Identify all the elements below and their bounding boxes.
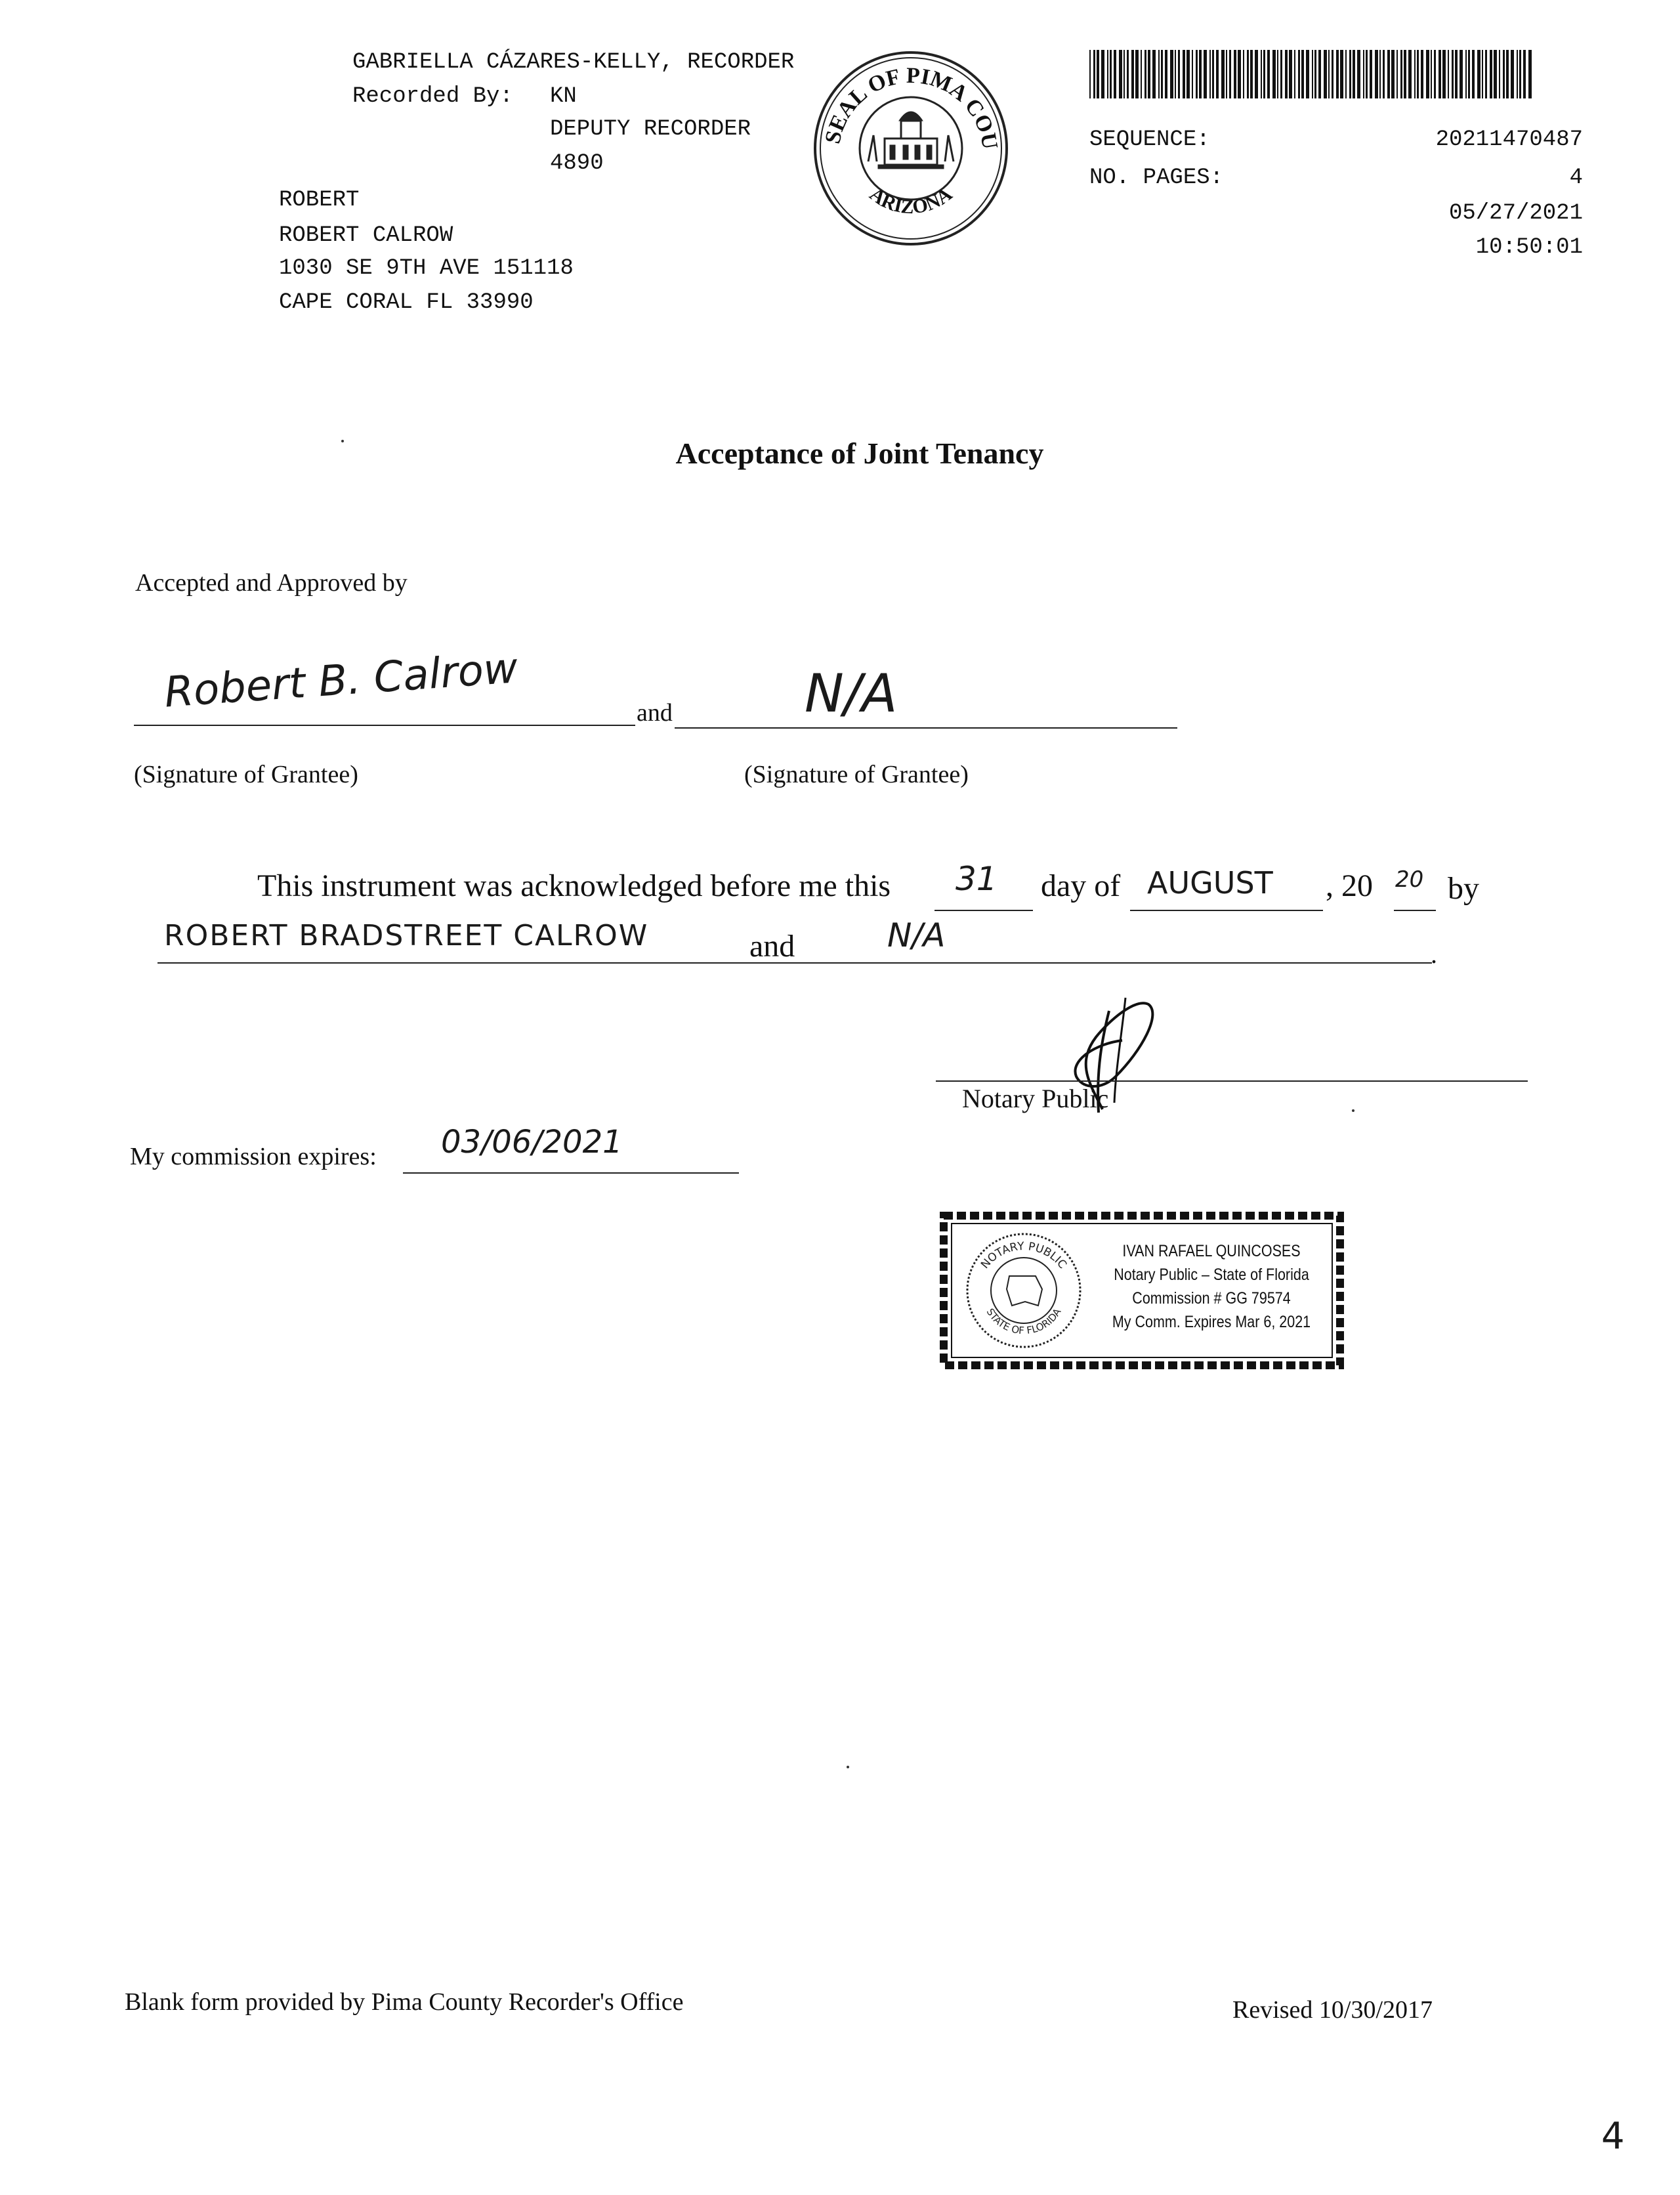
barcode-bar: [1426, 50, 1429, 98]
barcode-bar: [1396, 50, 1398, 98]
barcode-bar: [1455, 50, 1458, 98]
barcode-bar: [1247, 50, 1249, 98]
barcode-bar: [1199, 50, 1202, 98]
notary-stamp: [940, 1212, 1344, 1369]
barcode-bar: [1499, 50, 1500, 98]
barcode-bar: [1272, 50, 1276, 98]
address-line: ROBERT CALROW: [279, 223, 453, 248]
page-mark: 4: [1601, 2115, 1625, 2158]
year-line: [1394, 910, 1436, 911]
barcode-bar: [1306, 50, 1309, 98]
day-line: [934, 910, 1033, 911]
barcode-bar: [1400, 50, 1402, 98]
barcode-bar: [1161, 50, 1163, 98]
barcode-bar: [1438, 50, 1441, 98]
deputy-number: 4890: [550, 151, 604, 176]
commission-value: 03/06/2021: [441, 1124, 623, 1161]
grantee2-signature: N/A: [805, 663, 898, 724]
barcode-bar: [1379, 50, 1381, 98]
barcode-bar: [1383, 50, 1385, 98]
barcode-bar: [1431, 50, 1432, 98]
document-title: Acceptance of Joint Tenancy: [675, 437, 1044, 470]
and-label: and: [637, 699, 673, 727]
barcode-bar: [1448, 50, 1449, 98]
barcode-bar: [1523, 50, 1526, 98]
barcode-bar: [1141, 50, 1142, 98]
barcode-bar: [1216, 50, 1219, 98]
barcode-bar: [1196, 50, 1198, 98]
barcode-bar: [1340, 50, 1343, 98]
barcode-bar: [1261, 50, 1262, 98]
barcode-bar: [1144, 50, 1146, 98]
barcode-bar: [1277, 50, 1278, 98]
year-prefix: , 20: [1326, 868, 1373, 903]
footer-right: Revised 10/30/2017: [1232, 1996, 1433, 2024]
month-value: AUGUST: [1147, 865, 1273, 901]
stamp-seal-top: NOTARY PUBLIC: [978, 1239, 1070, 1271]
barcode-bar: [1314, 50, 1316, 98]
day-of-label: day of: [1041, 868, 1121, 903]
address-line: 1030 SE 9TH AVE 151118: [279, 256, 574, 281]
svg-text:STATE OF FLORIDA: [984, 1306, 1064, 1337]
barcode-bar: [1328, 50, 1330, 98]
barcode-bar: [1375, 50, 1378, 98]
barcode-bar: [1301, 50, 1304, 98]
barcode-bar: [1494, 50, 1497, 98]
grantee2-caption: (Signature of Grantee): [744, 761, 969, 788]
barcode-bar: [1485, 50, 1487, 98]
grantee1-signature: Robert B. Calrow: [163, 644, 520, 717]
barcode-bar: [1209, 50, 1211, 98]
barcode-bar: [1234, 50, 1236, 98]
barcode-bar: [1152, 50, 1156, 98]
stamp-line-4: My Comm. Expires Mar 6, 2021: [1112, 1313, 1311, 1331]
barcode-bar: [1170, 50, 1173, 98]
acknowledged-names-line: [158, 962, 1432, 964]
barcode-bar: [1183, 50, 1185, 98]
commission-line: [403, 1172, 739, 1174]
barcode-bar: [1366, 50, 1368, 98]
barcode-bar: [1093, 50, 1095, 98]
barcode-bar: [1192, 50, 1193, 98]
month-line: [1130, 910, 1323, 911]
barcode-bar: [1250, 50, 1253, 98]
barcode-bar: [1519, 50, 1521, 98]
barcode-bar: [1421, 50, 1423, 98]
barcode-bar: [1336, 50, 1339, 98]
stamp-notary-name: IVAN RAFAEL QUINCOSES: [1122, 1242, 1301, 1260]
barcode-bar: [1089, 50, 1091, 98]
barcode-bar: [1212, 50, 1214, 98]
pages-value: 4: [1569, 165, 1583, 190]
barcode-bar: [1511, 50, 1514, 98]
barcode: [1089, 50, 1536, 98]
barcode-bar: [1226, 50, 1227, 98]
barcode-bar: [1517, 50, 1518, 98]
barcode-bar: [1387, 50, 1390, 98]
sequence-label: SEQUENCE:: [1089, 127, 1210, 152]
scan-speck: [1352, 1109, 1354, 1112]
barcode-bar: [1482, 50, 1483, 98]
barcode-bar: [1101, 50, 1104, 98]
accepted-approved-label: Accepted and Approved by: [135, 569, 408, 597]
barcode-bar: [1417, 50, 1419, 98]
recorder-name: GABRIELLA CÁZARES-KELLY, RECORDER: [352, 50, 795, 75]
barcode-bar: [1131, 50, 1134, 98]
acknowledgment-and-label: and: [749, 929, 795, 964]
barcode-bar: [1280, 50, 1282, 98]
barcode-bar: [1349, 50, 1351, 98]
barcode-bar: [1357, 50, 1360, 98]
barcode-bar: [1318, 50, 1321, 98]
barcode-bar: [1285, 50, 1288, 98]
notary-signature-line: [936, 1080, 1528, 1082]
recorded-by-value: KN: [550, 84, 577, 109]
stamp-line-3: Commission # GG 79574: [1132, 1289, 1291, 1308]
pima-county-seal: [803, 31, 1009, 247]
barcode-bar: [1477, 50, 1480, 98]
commission-label: My commission expires:: [130, 1143, 377, 1170]
pages-label: NO. PAGES:: [1089, 165, 1224, 190]
barcode-bar: [1460, 50, 1463, 98]
barcode-bar: [1204, 50, 1207, 98]
stamp-seal-bottom: STATE OF FLORIDA: [984, 1306, 1064, 1337]
barcode-bar: [1298, 50, 1300, 98]
barcode-bar: [1324, 50, 1327, 98]
barcode-bar: [1452, 50, 1454, 98]
day-value: 31: [956, 860, 998, 898]
barcode-bar: [1312, 50, 1313, 98]
address-line: ROBERT: [279, 188, 360, 213]
year-value: 20: [1395, 866, 1424, 893]
barcode-bar: [1148, 50, 1150, 98]
seal-top-text: THE SEAL OF PIMA COUNTY: [803, 31, 1003, 152]
barcode-bar: [1178, 50, 1180, 98]
grantee1-signature-line: [134, 725, 635, 726]
seal-bottom-text: ARIZONA: [865, 182, 957, 219]
record-date: 05/27/2021: [1448, 201, 1583, 226]
barcode-bar: [1238, 50, 1241, 98]
grantee2-signature-line: [675, 727, 1177, 729]
barcode-bar: [1434, 50, 1436, 98]
record-time: 10:50:01: [1475, 235, 1583, 260]
barcode-bar: [1294, 50, 1295, 98]
barcode-bar: [1124, 50, 1125, 98]
barcode-bar: [1186, 50, 1190, 98]
barcode-bar: [1408, 50, 1412, 98]
barcode-bar: [1097, 50, 1099, 98]
scan-speck: [847, 1766, 849, 1768]
barcode-bar: [1229, 50, 1231, 98]
barcode-bar: [1221, 50, 1225, 98]
notary-public-label: Notary Public: [962, 1084, 1109, 1113]
barcode-bar: [1255, 50, 1258, 98]
acknowledged-name2: N/A: [887, 916, 946, 954]
barcode-bar: [1370, 50, 1372, 98]
barcode-bar: [1332, 50, 1334, 98]
stamp-line-2: Notary Public – State of Florida: [1114, 1266, 1309, 1284]
barcode-bar: [1404, 50, 1406, 98]
grantee1-caption: (Signature of Grantee): [134, 761, 358, 788]
barcode-bar: [1114, 50, 1116, 98]
barcode-bar: [1165, 50, 1167, 98]
recorded-by-label: Recorded By:: [352, 84, 513, 109]
barcode-bar: [1107, 50, 1108, 98]
barcode-bar: [1345, 50, 1347, 98]
barcode-bar: [1267, 50, 1270, 98]
barcode-bar: [1119, 50, 1122, 98]
acknowledged-name1: ROBERT BRADSTREET CALROW: [164, 919, 649, 952]
barcode-bar: [1490, 50, 1492, 98]
barcode-bar: [1289, 50, 1292, 98]
barcode-bar: [1468, 50, 1470, 98]
barcode-bar: [1528, 50, 1532, 98]
barcode-bar: [1158, 50, 1160, 98]
barcode-bar: [1506, 50, 1509, 98]
acknowledgment-text: This instrument was acknowledged before me this: [257, 868, 891, 903]
barcode-bar: [1465, 50, 1467, 98]
barcode-bar: [1127, 50, 1129, 98]
barcode-bar: [1472, 50, 1475, 98]
barcode-bar: [1243, 50, 1244, 98]
by-label: by: [1448, 871, 1479, 906]
barcode-bar: [1263, 50, 1265, 98]
deputy-title: DEPUTY RECORDER: [550, 117, 751, 142]
scan-speck: [341, 440, 344, 442]
sequence-value: 20211470487: [1435, 127, 1583, 152]
barcode-bar: [1503, 50, 1505, 98]
barcode-bar: [1175, 50, 1176, 98]
barcode-bar: [1391, 50, 1395, 98]
address-line: CAPE CORAL FL 33990: [279, 290, 534, 315]
barcode-bar: [1442, 50, 1446, 98]
barcode-bar: [1110, 50, 1112, 98]
barcode-bar: [1363, 50, 1364, 98]
barcode-bar: [1414, 50, 1416, 98]
barcode-bar: [1135, 50, 1139, 98]
acknowledgment-period: .: [1431, 939, 1437, 969]
florida-notary-seal-icon: [963, 1230, 1084, 1351]
footer-left: Blank form provided by Pima County Recorder's Office: [125, 1988, 684, 2016]
barcode-bar: [1353, 50, 1355, 98]
